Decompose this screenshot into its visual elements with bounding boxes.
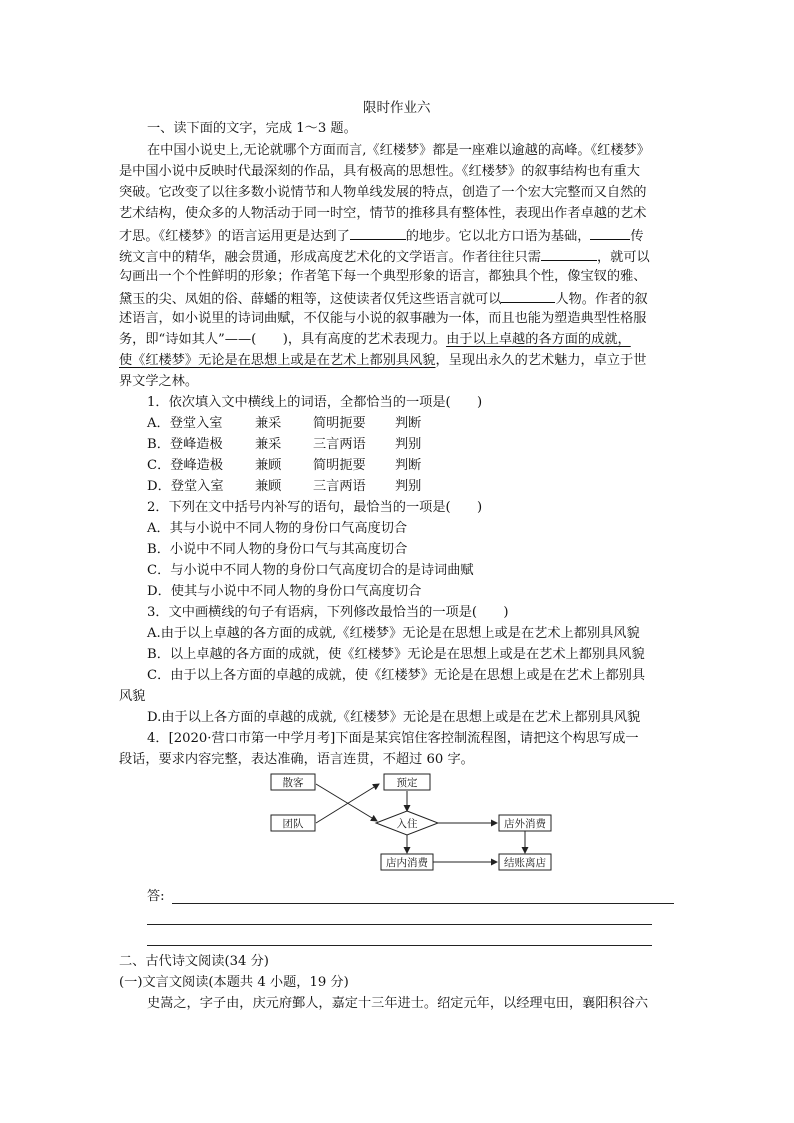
node-ruzhu-label: 入住 xyxy=(396,818,418,830)
q1-option-a: A．登堂入室 兼采 简明扼要 判断 xyxy=(147,416,422,431)
flowchart xyxy=(260,768,560,876)
answer-line-3[interactable] xyxy=(147,945,652,946)
q4-stem-line-1: 4．[2020·营口市第一中学月考]下面是某宾馆住客控制流程图，请把这个构思写成一 xyxy=(147,731,639,746)
passage-line-1: 在中国小说史上,无论就哪个方面而言,《红楼梦》都是一座难以逾越的高峰。《红楼梦》 xyxy=(147,143,650,158)
q3-stem: 3．文中画横线的句子有语病，下列修改最恰当的一项是( ) xyxy=(147,605,509,620)
q3-option-a: A.由于以上卓越的各方面的成就,《红楼梦》无论是在思想上或是在艺术上都别具风貌 xyxy=(147,626,640,641)
passage-line-8: 黛玉的尖、凤姐的俗、薛蟠的粗等，这使读者仅凭这些语言就可以 人物。作者的叙 xyxy=(119,288,648,310)
passage-line-4: 艺术结构，使众多的人物活动于同一时空，情节的推移具有整体性，表现出作者卓越的艺术 xyxy=(119,206,647,221)
page-title: 限时作业六 xyxy=(363,100,431,116)
passage-line-9: 述语言，如小说里的诗词曲赋，不仅能与小说的叙事融为一体，而且也能为塑造典型性格服 xyxy=(119,311,647,326)
section1-heading: 一、读下面的文字，完成 1～3 题。 xyxy=(147,121,357,136)
q1-option-b: B．登峰造极 兼采 三言两语 判别 xyxy=(147,437,422,452)
q4-stem-line-2: 段话，要求内容完整，表达准确，语言连贯，不超过 60 字。 xyxy=(119,752,474,767)
q3-option-c: C．由于以上各方面的卓越的成就，使《红楼梦》无论是在思想上或是在艺术上都别具 xyxy=(147,668,646,683)
passage-line-7: 勾画出一个个性鲜明的形象；作者笔下每一个典型形象的语言，都独具个性，像宝钗的雅、 xyxy=(119,269,647,284)
section2-text-line-1: 史嵩之，字子由，庆元府鄞人，嘉定十三年进士。绍定元年，以经理屯田，襄阳积谷六 xyxy=(147,996,649,1011)
section2-heading: 二、古代诗文阅读(34 分) xyxy=(119,954,269,969)
q3-option-c-cont: 风貌 xyxy=(119,689,146,704)
blank-2 xyxy=(590,225,630,240)
answer-line-2[interactable] xyxy=(147,924,652,925)
node-jiezhang-label: 结账离店 xyxy=(504,857,546,869)
answer-label: 答: xyxy=(147,889,165,904)
node-sanke-label: 散客 xyxy=(282,777,304,789)
q2-option-a: A．其与小说中不同人物的身份口气高度切合 xyxy=(147,521,408,536)
passage-line-6: 统文言中的精华，融会贯通，形成高度艺术化的文学语言。作者往往只需 ，就可以 xyxy=(119,246,650,268)
arrow-sanke-ruzhu xyxy=(316,784,377,821)
q3-option-d: D.由于以上各方面的卓越的成就,《红楼梦》无论是在思想上或是在艺术上都别具风貌 xyxy=(147,710,641,725)
section2-subheading: (一)文言文阅读(本题共 4 小题，19 分) xyxy=(119,975,349,990)
answer-line-1[interactable] xyxy=(172,903,674,904)
passage-line-3: 突破。它改变了以往多数小说情节和人物单线发展的特点，创造了一个宏大完整而又自然的 xyxy=(119,185,647,200)
node-tuandui-label: 团队 xyxy=(282,818,304,830)
passage-line-12: 界文学之林。 xyxy=(119,374,199,389)
underlined-sentence-part-1: 由于以上卓越的各方面的成就， xyxy=(446,332,631,347)
underlined-sentence-part-2: 使《红楼梦》无论是在思想上或是在艺术上都别具风貌 xyxy=(119,353,436,368)
passage-line-11: 使《红楼梦》无论是在思想上或是在艺术上都别具风貌，呈现出永久的艺术魅力，卓立于世 xyxy=(119,353,647,368)
passage-line-5: 才思。《红楼梦》的语言运用更是达到了 的地步。它以北方口语为基础， 传 xyxy=(119,225,644,247)
q3-option-b: B．以上卓越的各方面的成就，使《红楼梦》无论是在思想上或是在艺术上都别具风貌 xyxy=(147,647,645,662)
node-yuding-label: 预定 xyxy=(396,777,418,789)
blank-3 xyxy=(541,246,597,261)
q2-option-b: B．小说中不同人物的身份口气与其高度切合 xyxy=(147,542,408,557)
passage-line-10: 务，即“诗如其人”——( )，具有高度的艺术表现力。由于以上卓越的各方面的成就， xyxy=(119,332,631,347)
q1-option-c: C．登峰造极 兼顾 简明扼要 判断 xyxy=(147,458,422,473)
node-diannei-label: 店内消费 xyxy=(386,857,428,869)
q2-option-c: C．与小说中不同人物的身份口气高度切合的是诗词曲赋 xyxy=(147,563,474,578)
passage-line-2: 是中国小说中反映时代最深刻的作品，具有极高的思想性。《红楼梦》的叙事结构也有重大 xyxy=(119,164,640,179)
q1-option-d: D．登堂入室 兼顾 三言两语 判别 xyxy=(147,479,422,494)
q1-stem: 1．依次填入文中横线上的词语，全都恰当的一项是( ) xyxy=(147,395,483,410)
node-dianwai-label: 店外消费 xyxy=(504,818,546,830)
blank-4 xyxy=(501,288,555,303)
q2-option-d: D．使其与小说中不同人物的身份口气高度切合 xyxy=(147,584,422,599)
blank-1 xyxy=(350,225,406,240)
q2-stem: 2．下列在文中括号内补写的语句，最恰当的一项是( ) xyxy=(147,500,483,515)
